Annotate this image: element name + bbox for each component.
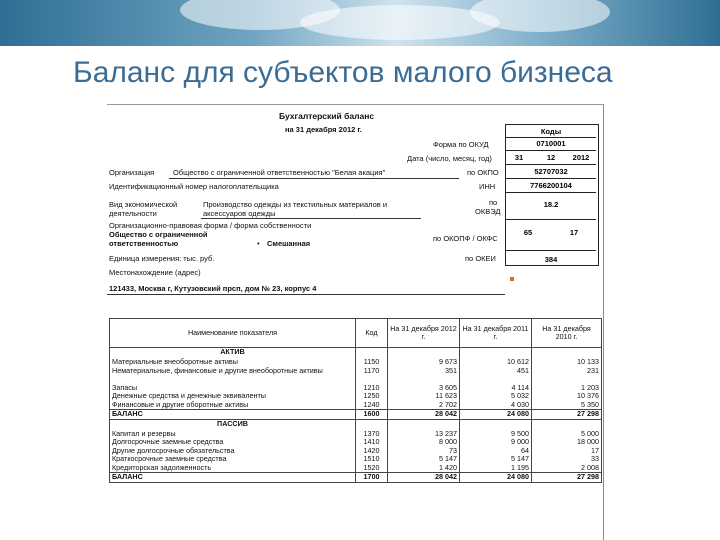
legal-form-1: Общество с ограниченной <box>109 230 208 239</box>
row-code: 1210 <box>356 384 388 393</box>
orange-marker <box>510 277 514 281</box>
total-row <box>110 410 602 420</box>
unit-label: Единица измерения: тыс. руб. <box>109 254 215 263</box>
row-value-2011: 1 195 <box>460 464 532 473</box>
row-value-2012: 3 605 <box>388 384 460 393</box>
row-name: Денежные средства и денежные эквиваленты <box>110 392 356 401</box>
row-value-2011: 64 <box>460 447 532 456</box>
okpo-code: 52707032 <box>534 167 568 176</box>
address-value: 121433, Москва г, Кутузовский прсп, дом № 23, корпус 4 <box>109 284 317 293</box>
form-date: на 31 декабря 2012 г. <box>285 125 362 134</box>
row-value-2010: 17 <box>532 447 602 456</box>
okei-code: 384 <box>544 255 558 264</box>
section-title: АКТИВ <box>110 348 356 359</box>
date-year: 2012 <box>572 153 590 162</box>
row-value-2011: 4 030 <box>460 401 532 410</box>
table-row <box>110 455 602 464</box>
okei-label: по ОКЕИ <box>465 254 496 263</box>
row-value-2012: 28 042 <box>388 410 460 420</box>
row-code: 1420 <box>356 447 388 456</box>
codes-header: Коды <box>540 127 562 136</box>
activity-label-2: деятельности <box>109 209 157 218</box>
row-value-2012: 2 702 <box>388 401 460 410</box>
row-value-2010: 5 350 <box>532 401 602 410</box>
row-value-2010: 27 298 <box>532 410 602 420</box>
row-code: 1150 <box>356 358 388 367</box>
inn-label: Идентификационный номер налогоплательщика <box>109 182 279 191</box>
row-code: 1170 <box>356 367 388 384</box>
okved-label-2: ОКВЭД <box>475 207 501 216</box>
activity-label-1: Вид экономической <box>109 200 178 209</box>
row-value-2011: 24 080 <box>460 410 532 420</box>
row-code: 1370 <box>356 430 388 439</box>
row-name: Долгосрочные заемные средства <box>110 438 356 447</box>
okud-label: Форма по ОКУД <box>433 140 489 149</box>
section-row <box>110 419 602 430</box>
okved-label-1: по <box>489 198 498 207</box>
activity-value-2: аксессуаров одежды <box>203 209 276 218</box>
row-name: Кредиторская задолженность <box>110 464 356 473</box>
row-value-2010: 10 133 <box>532 358 602 367</box>
date-label: Дата (число, месяц, год) <box>407 154 492 163</box>
okved-code: 18.2 <box>543 200 559 209</box>
row-value-2010: 18 000 <box>532 438 602 447</box>
table-row <box>110 430 602 439</box>
section-row <box>110 348 602 359</box>
col-header-name: Наименование показателя <box>110 319 356 348</box>
row-code: 1520 <box>356 464 388 473</box>
row-value-2010: 5 000 <box>532 430 602 439</box>
org-name: Общество с ограниченной ответственностью "Белая акация" <box>173 168 386 177</box>
table-header-row <box>110 319 602 348</box>
okfs-code: 17 <box>569 228 579 237</box>
row-value-2010: 1 203 <box>532 384 602 393</box>
row-code: 1250 <box>356 392 388 401</box>
row-value-2011: 9 000 <box>460 438 532 447</box>
row-name: БАЛАНС <box>110 473 356 483</box>
row-code: 1410 <box>356 438 388 447</box>
row-value-2010: 231 <box>532 367 602 384</box>
row-code: 1510 <box>356 455 388 464</box>
row-value-2011: 451 <box>460 367 532 384</box>
ownership-bullet: • <box>257 239 260 248</box>
table-row <box>110 401 602 410</box>
row-value-2011: 5 032 <box>460 392 532 401</box>
row-value-2011: 5 147 <box>460 455 532 464</box>
row-value-2011: 10 612 <box>460 358 532 367</box>
row-name: БАЛАНС <box>110 410 356 420</box>
table-row <box>110 447 602 456</box>
balance-document <box>107 104 604 540</box>
row-value-2010: 10 376 <box>532 392 602 401</box>
row-name: Запасы <box>110 384 356 393</box>
address-label: Местонахождение (адрес) <box>109 268 201 277</box>
legal-form-2: ответственностью <box>109 239 179 248</box>
col-header-2011: На 31 декабря 2011 г. <box>460 319 532 348</box>
row-value-2011: 24 080 <box>460 473 532 483</box>
row-value-2012: 1 420 <box>388 464 460 473</box>
row-value-2010: 27 298 <box>532 473 602 483</box>
table-row <box>110 367 602 384</box>
header-banner <box>0 0 720 46</box>
table-row <box>110 358 602 367</box>
balance-table <box>109 318 602 483</box>
row-name: Нематериальные, финансовые и другие внеоборотные активы <box>110 367 356 384</box>
row-value-2012: 11 623 <box>388 392 460 401</box>
row-value-2012: 73 <box>388 447 460 456</box>
row-code: 1700 <box>356 473 388 483</box>
table-row <box>110 384 602 393</box>
row-name: Материальные внеоборотные активы <box>110 358 356 367</box>
row-value-2012: 28 042 <box>388 473 460 483</box>
row-code: 1240 <box>356 401 388 410</box>
total-row <box>110 473 602 483</box>
inn-short-label: ИНН <box>479 182 496 191</box>
table-row <box>110 392 602 401</box>
row-value-2012: 5 147 <box>388 455 460 464</box>
row-value-2010: 2 008 <box>532 464 602 473</box>
row-name: Другие долгосрочные обязательства <box>110 447 356 456</box>
row-value-2011: 9 500 <box>460 430 532 439</box>
ownership-value: Смешанная <box>267 239 311 248</box>
row-name: Финансовые и другие оборотные активы <box>110 401 356 410</box>
table-row <box>110 464 602 473</box>
row-name: Краткосрочные заемные средства <box>110 455 356 464</box>
org-label: Организация <box>109 168 155 177</box>
date-month: 12 <box>546 153 556 162</box>
row-value-2012: 351 <box>388 367 460 384</box>
okpo-label: по ОКПО <box>467 168 499 177</box>
row-value-2012: 13 237 <box>388 430 460 439</box>
form-title: Бухгалтерский баланс <box>279 111 375 121</box>
row-name: Капитал и резервы <box>110 430 356 439</box>
okud-code: 0710001 <box>536 139 566 148</box>
row-value-2011: 4 114 <box>460 384 532 393</box>
okopf-label: по ОКОПФ / ОКФС <box>433 234 498 243</box>
codes-box <box>505 124 599 266</box>
col-header-code: Код <box>356 319 388 348</box>
row-value-2012: 9 673 <box>388 358 460 367</box>
col-header-2012: На 31 декабря 2012 г. <box>388 319 460 348</box>
activity-value-1: Производство одежды из текстильных материалов и <box>203 200 388 209</box>
row-value-2012: 8 000 <box>388 438 460 447</box>
row-value-2010: 33 <box>532 455 602 464</box>
inn-code: 7766200104 <box>530 181 572 190</box>
slide-title: Баланс для субъектов малого бизнеса <box>73 56 613 89</box>
section-title: ПАССИВ <box>110 419 356 430</box>
legal-form-label: Организационно-правовая форма / форма собственности <box>109 221 312 230</box>
date-day: 31 <box>514 153 524 162</box>
col-header-2010: На 31 декабря 2010 г. <box>532 319 602 348</box>
row-code: 1600 <box>356 410 388 420</box>
okopf-code: 65 <box>523 228 533 237</box>
table-row <box>110 438 602 447</box>
